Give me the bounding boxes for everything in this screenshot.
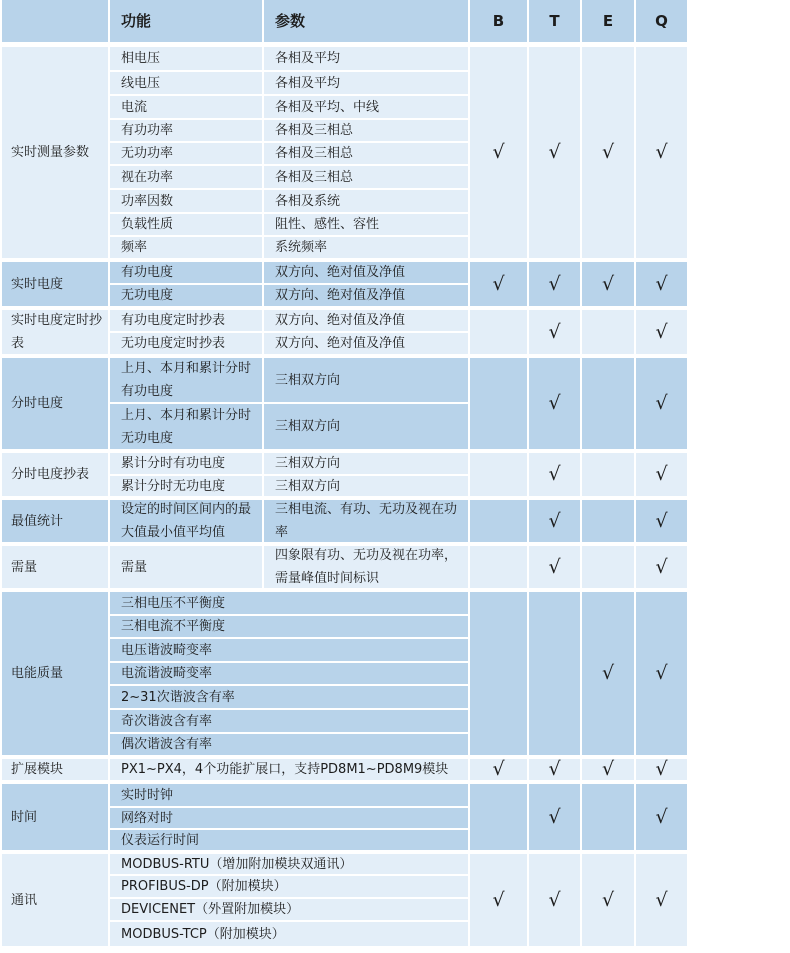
header-model-e: E — [582, 0, 634, 42]
model-b-support — [470, 310, 527, 354]
function-cell: 三相电压不平衡度 — [110, 592, 468, 614]
header-model-t: T — [529, 0, 580, 42]
model-q-support: √ — [636, 47, 687, 258]
function-cell: 无功功率 — [110, 143, 262, 164]
header-parameter: 参数 — [264, 0, 468, 42]
model-t-support: √ — [529, 546, 580, 588]
group-name: 实时电度 — [2, 262, 108, 306]
function-cell: 相电压 — [110, 47, 262, 70]
parameter-cell: 各相及平均 — [264, 72, 468, 94]
group-name: 需量 — [2, 546, 108, 588]
model-b-support — [470, 500, 527, 542]
parameter-cell: 系统频率 — [264, 237, 468, 258]
group-name: 实时测量参数 — [2, 47, 108, 258]
parameter-cell: 三相双方向 — [264, 404, 468, 449]
model-t-support: √ — [529, 453, 580, 496]
parameter-cell: 双方向、绝对值及净值 — [264, 333, 468, 354]
model-e-support — [582, 784, 634, 850]
model-t-support: √ — [529, 784, 580, 850]
model-q-support: √ — [636, 453, 687, 496]
parameter-cell: 各相及系统 — [264, 190, 468, 212]
group-name: 时间 — [2, 784, 108, 850]
header-model-b: B — [470, 0, 527, 42]
model-b-support — [470, 546, 527, 588]
function-cell: 累计分时有功电度 — [110, 453, 262, 474]
group-name: 实时电度定时抄表 — [2, 310, 108, 354]
model-q-support: √ — [636, 500, 687, 542]
parameter-cell: 双方向、绝对值及净值 — [264, 310, 468, 331]
function-cell: 线电压 — [110, 72, 262, 94]
function-cell: 奇次谐波含有率 — [110, 710, 468, 732]
function-cell: 有功功率 — [110, 120, 262, 141]
parameter-cell: 三相电流、有功、无功及视在功率 — [264, 500, 468, 542]
function-cell: 视在功率 — [110, 166, 262, 188]
model-t-support: √ — [529, 759, 580, 780]
parameter-cell: 双方向、绝对值及净值 — [264, 285, 468, 306]
model-e-support: √ — [582, 759, 634, 780]
parameter-cell: 三相双方向 — [264, 453, 468, 474]
parameter-cell: 各相及平均、中线 — [264, 96, 468, 118]
function-cell: 电流谐波畸变率 — [110, 663, 468, 684]
model-e-support: √ — [582, 592, 634, 755]
function-cell: 无功电度定时抄表 — [110, 333, 262, 354]
model-t-support: √ — [529, 262, 580, 306]
function-cell: MODBUS-RTU（增加附加模块双通讯） — [110, 854, 468, 874]
function-cell: 无功电度 — [110, 285, 262, 306]
model-e-support: √ — [582, 47, 634, 258]
model-e-support — [582, 500, 634, 542]
function-cell: 上月、本月和累计分时无功电度 — [110, 404, 262, 449]
header-blank — [2, 0, 108, 42]
function-cell: 上月、本月和累计分时有功电度 — [110, 358, 262, 402]
parameter-cell: 各相及平均 — [264, 47, 468, 70]
model-q-support: √ — [636, 784, 687, 850]
group-name: 扩展模块 — [2, 759, 108, 780]
model-q-support: √ — [636, 592, 687, 755]
model-q-support: √ — [636, 310, 687, 354]
function-cell: 累计分时无功电度 — [110, 476, 262, 496]
model-e-support — [582, 310, 634, 354]
model-b-support: √ — [470, 759, 527, 780]
header-function: 功能 — [110, 0, 262, 42]
model-t-support: √ — [529, 854, 580, 946]
model-q-support: √ — [636, 358, 687, 449]
model-b-support: √ — [470, 262, 527, 306]
function-cell: 有功电度 — [110, 262, 262, 283]
function-cell: 有功电度定时抄表 — [110, 310, 262, 331]
parameter-cell: 各相及三相总 — [264, 166, 468, 188]
function-cell: 需量 — [110, 546, 262, 588]
parameter-cell: 四象限有功、无功及视在功率，需量峰值时间标识 — [264, 546, 468, 588]
model-b-support — [470, 784, 527, 850]
parameter-cell: 阻性、感性、容性 — [264, 214, 468, 235]
function-cell: 频率 — [110, 237, 262, 258]
parameter-cell: 三相双方向 — [264, 476, 468, 496]
model-e-support: √ — [582, 262, 634, 306]
function-cell: 网络对时 — [110, 808, 468, 828]
model-t-support: √ — [529, 47, 580, 258]
group-name: 分时电度 — [2, 358, 108, 449]
parameter-cell: 各相及三相总 — [264, 143, 468, 164]
function-cell: 实时时钟 — [110, 784, 468, 806]
model-e-support — [582, 546, 634, 588]
group-name: 通讯 — [2, 854, 108, 946]
model-e-support — [582, 453, 634, 496]
model-b-support — [470, 453, 527, 496]
parameter-cell: 各相及三相总 — [264, 120, 468, 141]
model-t-support: √ — [529, 500, 580, 542]
model-b-support: √ — [470, 854, 527, 946]
model-b-support — [470, 592, 527, 755]
group-name: 电能质量 — [2, 592, 108, 755]
function-cell: 电压谐波畸变率 — [110, 639, 468, 661]
function-cell: 功率因数 — [110, 190, 262, 212]
model-q-support: √ — [636, 546, 687, 588]
model-b-support — [470, 358, 527, 449]
function-cell: 三相电流不平衡度 — [110, 616, 468, 637]
model-q-support: √ — [636, 759, 687, 780]
function-cell: 电流 — [110, 96, 262, 118]
function-cell: PROFIBUS-DP（附加模块） — [110, 876, 468, 897]
function-cell: 2~31次谐波含有率 — [110, 686, 468, 708]
parameter-cell: 双方向、绝对值及净值 — [264, 262, 468, 283]
header-model-q: Q — [636, 0, 687, 42]
function-cell: 仪表运行时间 — [110, 830, 468, 850]
model-b-support: √ — [470, 47, 527, 258]
function-cell: 负载性质 — [110, 214, 262, 235]
model-t-support: √ — [529, 358, 580, 449]
model-e-support: √ — [582, 854, 634, 946]
function-cell: 偶次谐波含有率 — [110, 734, 468, 755]
group-name: 最值统计 — [2, 500, 108, 542]
model-t-support — [529, 592, 580, 755]
function-cell: MODBUS-TCP（附加模块） — [110, 922, 468, 946]
model-e-support — [582, 358, 634, 449]
model-q-support: √ — [636, 854, 687, 946]
function-cell: DEVICENET（外置附加模块） — [110, 899, 468, 920]
function-cell: PX1~PX4，4个功能扩展口，支持PD8M1~PD8M9模块 — [110, 759, 468, 780]
group-name: 分时电度抄表 — [2, 453, 108, 496]
parameter-cell: 三相双方向 — [264, 358, 468, 402]
function-cell: 设定的时间区间内的最大值最小值平均值 — [110, 500, 262, 542]
model-q-support: √ — [636, 262, 687, 306]
model-t-support: √ — [529, 310, 580, 354]
